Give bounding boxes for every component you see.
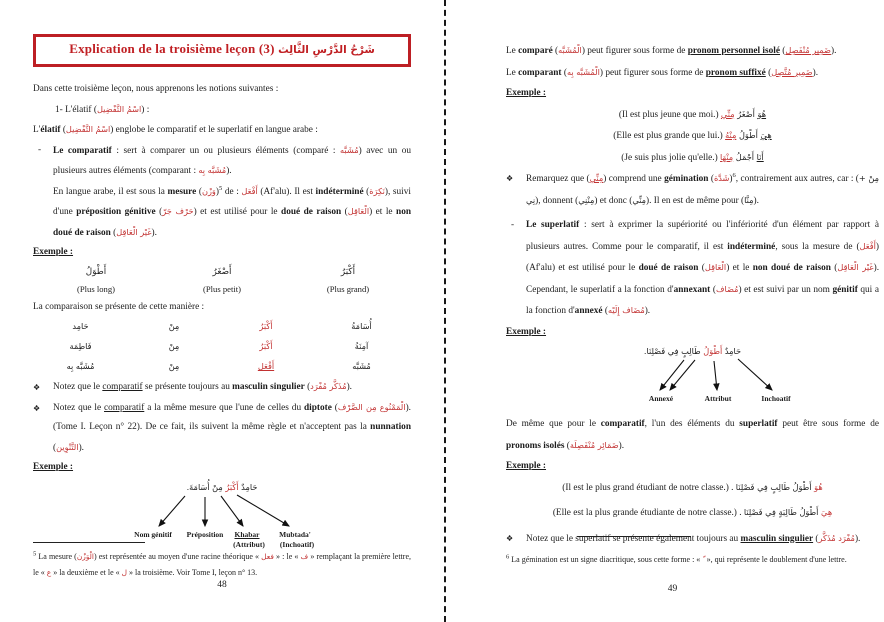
diagram-sublabel-attribut: (Attribut) — [233, 539, 265, 549]
exemple-heading: Exemple : — [506, 326, 547, 337]
right-page — [446, 0, 884, 622]
footnote-gemination: $^6$ La gémination est un signe diacritique, sous cette forme : « ّ », qui représente le doublement d'une lettre. — [506, 553, 847, 564]
dash-marker: - — [38, 144, 42, 155]
diamond-bullet-icon: ❖ — [506, 174, 514, 183]
footnote-mesure: $^5$ La mesure (الْوَزْن) est représentée au moyen d'une racine théorique « فعل » : le « ف » remplaçant la première lettre, le « ع » la deuxième et le « ل » la troisième. Voir Tome I, leçon n° 13. — [33, 550, 411, 577]
example-sentence: (Elle est la plus grande étudiante de notre classe.) . هِيَ أَطْوَلُ طَالِبَةٍ فِي فَصْلِنَا — [552, 507, 833, 518]
word-example — [285, 264, 411, 298]
note-diptote — [33, 398, 411, 459]
table-cell: حَامِد — [72, 321, 89, 331]
remark-text: Remarquez que (مِنِّي) comprend une gémination (شَدَّة)$^6$, contrairement aux autres, car : (مِنْ + نِي), donnent (مِنْنِي) et donc (مِنِّي). Il en est de même pour (مِنَّا). — [526, 171, 879, 206]
french-gloss: (Plus long) — [77, 283, 115, 294]
exemple-heading: Exemple : — [506, 461, 547, 471]
table-cell: مِنْ — [168, 361, 180, 371]
page-number: 48 — [217, 580, 227, 590]
word-example — [33, 264, 159, 298]
lesson-title-box — [33, 34, 411, 67]
left-page-content — [33, 34, 411, 550]
diagram-label-attribut: Attribut — [704, 394, 732, 403]
french-gloss: (Plus petit) — [203, 283, 241, 294]
diamond-bullet-icon: ❖ — [506, 533, 514, 543]
comparatif-definition — [33, 141, 411, 244]
diagram-label-nom-genitif: Nom génitif — [134, 529, 172, 539]
note-masculin-singulier — [33, 377, 411, 398]
footnote-separator — [577, 536, 691, 537]
remark-gemination — [506, 168, 879, 211]
footnote-separator — [33, 542, 145, 543]
exemple-heading: Exemple : — [506, 88, 547, 98]
arabic-word: أَصْغَرُ — [212, 266, 232, 277]
table-cell: آمِنَةُ — [354, 341, 369, 351]
note-superlatif-masculin — [506, 528, 879, 550]
diagram-arrows — [506, 358, 879, 398]
table-cell: مِنْ — [168, 341, 180, 351]
arabic-word: أَكْبَرُ — [340, 266, 356, 277]
diagram-label-mubtada: Mubtada' — [279, 529, 311, 539]
diagram-sentence: حَامِدٌ أَطْوَلُ طَالِبٍ فِي فَصْلِنَا. — [643, 346, 742, 356]
diamond-bullet-icon: ❖ — [33, 383, 41, 392]
elative-word-examples — [33, 264, 411, 298]
table-cell: أَكْبَرُ — [259, 341, 273, 351]
comparison-intro: La comparaison se présente de cette manière : — [33, 301, 205, 312]
table-cell: فَاطِمَة — [69, 341, 92, 351]
intro-paragraph: Dans cette troisième leçon, nous apprenons les notions suivantes : — [33, 84, 279, 94]
mesure-text: En langue arabe, il est sous la mesure (وَزْن)$^5$ de : أَفْعَل (Af'alu). Il est indéterminé (نَكِرَة), suivi d'une préposition génitive (حَرْف جَرّ) et est utilisé pour le doué de raison (الْعَاقِل) et le non doué de raison (غَيْر الْعَاقِل). — [53, 184, 412, 238]
diagram-label-khabar: Khabar — [234, 529, 260, 539]
table-cell: أَفْعَل — [257, 361, 275, 371]
diagram-sentence: حَامِدٌ أَكْبَرُ مِنْ أُسَامَةَ. — [186, 481, 258, 492]
diagram-sublabel-inchoatif: (Inchoatif) — [279, 539, 315, 549]
diagram-label-preposition: Préposition — [186, 529, 224, 539]
comparatif-text: Le comparatif : sert à comparer un ou plusieurs éléments (comparé : مُشَبَّه) avec un ou plusieurs autres éléments (comparant : مُشَبَّه بِه). — [53, 144, 411, 176]
elatif-list-item: 1- L'élatif (اسْمُ التَّفْضِيل) : — [55, 103, 150, 115]
exemple-heading: Exemple : — [33, 462, 74, 472]
pronoms-isoles-paragraph: De même que pour le comparatif, l'un des éléments du superlatif peut être sous forme de pronoms isolés (ضَمَائِر مُنْفَصِلَة). — [506, 419, 879, 451]
table-cell: مِنْ — [168, 321, 180, 331]
comparatif-sentence-diagram — [33, 480, 411, 550]
superlatif-definition — [506, 215, 879, 322]
note-text: Notez que le comparatif se présente toujours au masculin singulier (مُذَكَّر مُفْرَد). — [53, 381, 352, 392]
superlatif-sentence-diagram — [506, 344, 879, 414]
note-text: Notez que le comparatif a la même mesure que l'une de celles du diptote (الْمَمْنُوع مِن الصَّرْف). (Tome I. Leçon n° 22). De ce fait, ils suivent la même règle et n'acceptent pas la nunnation (التَّنْوِين). — [53, 401, 411, 453]
table-cell: مُشَبَّه بِه — [66, 361, 95, 371]
diagram-arrows — [33, 494, 411, 534]
arabic-word: أَطْوَلُ — [85, 266, 107, 277]
example-sentence: (Il est plus jeune que moi.) هُوَ أَصْغَرُ مِنِّي — [618, 108, 767, 120]
example-sentence: (Je suis plus jolie qu'elle.) أَنَا أَجْمَلُ مِنْهَا — [621, 151, 764, 163]
diamond-bullet-icon: ❖ — [33, 403, 41, 413]
word-example — [159, 264, 285, 298]
compare-isole-paragraph: Le comparé (الْمُشَبَّه) peut figurer sous forme de pronom personnel isolé (ضَمِير مُنْفَصِل). — [506, 45, 837, 56]
lesson-title: Explication de la troisième leçon (3) شَرْحُ الدَّرْسِ الثَّالِث — [69, 41, 375, 56]
example-sentence: (Elle est plus grande que lui.) هِيَ أَطْوَلُ مِنْهُ — [613, 130, 772, 141]
page-fold-divider — [444, 0, 446, 622]
comparison-table — [33, 317, 411, 377]
diagram-label-inchoatif: Inchoatif — [761, 394, 791, 403]
dash-marker: - — [511, 220, 515, 230]
table-cell: أَكْبَرُ — [259, 321, 273, 331]
french-gloss: (Plus grand) — [326, 283, 370, 294]
compare-suffixe-paragraph: Le comparant (الْمُشَبَّه بِه) peut figurer sous forme de pronom suffixé (ضَمِير مُتَّصِل). — [506, 66, 819, 78]
page-number: 49 — [667, 584, 678, 594]
note-text: Notez que le superlatif se présente également toujours au masculin singulier (مُفْرَد مُذَكَّر). — [526, 532, 861, 544]
superlatif-text: Le superlatif : sert à exprimer la supériorité ou l'infériorité d'un élément par rapport à plusieurs autres. Comme pour le comparatif, il est indéterminé, sous la mesure de (أَفْعَل) (Af'alu) et est utilisé pour le doué de raison (الْعَاقِل) et le non doué de raison (غَيْر الْعَاقِل). Cependant, le superlatif a la fonction d'annexant (مُضَاف) et est suivi par un nom génitif qui a la fonction d'annexé (مُضَاف إِلَيْه). — [526, 220, 880, 316]
table-cell: مُشَبَّه — [352, 361, 371, 371]
right-page-content — [506, 40, 879, 549]
table-cell: أُسَامَةُ — [351, 321, 372, 331]
example-sentence: (Il est le plus grand étudiant de notre classe.) . هُوَ أَطْوَلُ طَالِبٍ فِي فَصْلِنَا — [562, 481, 823, 493]
elatif-paragraph: L'élatif (اسْمُ التَّفْضِيل) englobe le comparatif et le superlatif en langue arabe : — [33, 124, 318, 135]
diagram-label-annexe: Annexé — [648, 394, 674, 403]
exemple-heading: Exemple : — [33, 247, 74, 257]
